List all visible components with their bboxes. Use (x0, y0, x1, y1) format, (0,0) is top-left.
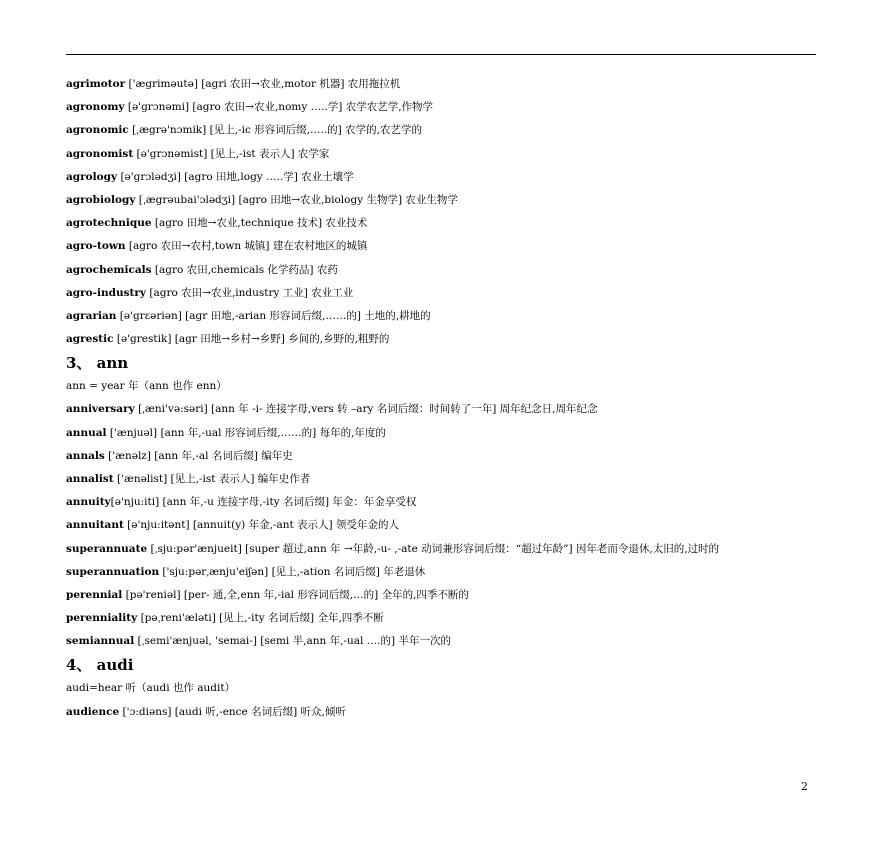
headword: agrochemicals (66, 263, 152, 276)
headword: superannuate (66, 542, 148, 555)
entry-text: [ˌsemi'ænjuəl, 'semai-] [semi 半,ann 年,-ual ….的] 半年一次的 (134, 635, 451, 648)
headword: annuity (66, 496, 111, 509)
entry-text: [agro 农田→农村,town 城镇] 建在农村地区的城镇 (125, 240, 368, 253)
headword: agro-town (66, 240, 126, 253)
entry-text: ['ænəlist] [见上,-ist 表示人] 编年史作者 (113, 473, 311, 485)
headword: superannuation (66, 565, 160, 578)
entry-ann-root (66, 375, 826, 398)
entry-text: [ˌægrə'nɔmik] [见上,-ic 形容词后缀,…..的] 农学的,农艺学的 (128, 124, 422, 137)
headword: agronomist (66, 147, 134, 160)
entry-annuitant (66, 514, 826, 537)
headword: perennial (66, 588, 123, 601)
entry-text: ['sju:pərˌænju'eiʃən] [见上,-ation 名词后缀] 年老退休 (159, 565, 426, 578)
headword: annuitant (66, 519, 124, 532)
headword: annals (66, 449, 105, 462)
entry-text: [agro 农田,chemicals 化学药品] 农药 (151, 263, 338, 276)
entry-text: [ə'grɔnəmi] [agro 农田→农业,nomy …..学] 农学农艺学,作物学 (124, 101, 434, 114)
entry-text: ann = year 年（ann 也作 enn） (66, 380, 227, 393)
entry-agrochemicals (66, 259, 826, 282)
entry-agrestic (66, 328, 826, 351)
headword: agrestic (66, 333, 114, 346)
page-number: 2 (801, 780, 808, 793)
entry-text: ['ɔ:diəns] [audi 听,-ence 名词后缀] 听众,倾听 (119, 705, 346, 718)
entry-agro-town (66, 235, 826, 258)
entry-text: [ə'grɛəriən] [agr 田地,-arian 形容词后缀,……的] 土地的,耕地的 (116, 309, 431, 322)
entry-text: audi=hear 听（audi 也作 audit） (66, 682, 236, 695)
entry-text: [ə'nju:iti] [ann 年,-u 连接字母,-ity 名词后缀] 年金：年金享受权 (110, 496, 417, 509)
header-rule (66, 54, 816, 55)
entry-agronomist (66, 143, 826, 166)
entry-superannuate (66, 538, 826, 561)
entry-annalist (66, 468, 826, 491)
entry-text: ['ægriməutə] [agri 农田→农业,motor 机器] 农用拖拉机 (125, 78, 401, 90)
entry-perennial (66, 584, 826, 607)
entry-anniversary (66, 398, 826, 421)
entry-text: [ə'nju:itənt] [annuit(y) 年金,-ant 表示人] 领受年金的人 (123, 519, 399, 532)
headword: perenniality (66, 611, 138, 624)
entry-perenniality (66, 607, 826, 630)
entry-agrarian (66, 305, 826, 328)
entry-text: [ˌægrəubai'ɔlədʒi] [agro 田地→农业,biology 生物学] 农业生物学 (135, 193, 458, 206)
headword: annual (66, 426, 107, 439)
headword: semiannual (66, 635, 135, 648)
section-heading-audi: 4、 audi (66, 656, 134, 675)
entry-annual (66, 422, 826, 445)
entry-audience (66, 701, 826, 724)
entry-text: ['ænəlz] [ann 年,-al 名词后缀] 编年史 (104, 449, 293, 462)
entry-text: [ə'grɔlədʒi] [agro 田地,logy …..学] 农业土壤学 (117, 170, 354, 183)
headword: agrobiology (66, 193, 136, 206)
entry-text: [agro 农田→农业,industry 工业] 农业工业 (146, 286, 354, 299)
document-body (66, 73, 826, 724)
entry-audi-root (66, 677, 826, 700)
headword: agronomy (66, 101, 125, 114)
headword: anniversary (66, 403, 135, 416)
entry-text: ['ænjuəl] [ann 年,-ual 形容词后缀,……的] 每年的,年度的 (106, 426, 386, 439)
headword: audience (66, 705, 120, 718)
entry-agro-industry (66, 282, 826, 305)
headword: agrarian (66, 309, 117, 322)
entry-agrology (66, 166, 826, 189)
entry-agrobiology (66, 189, 826, 212)
entry-superannuation (66, 561, 826, 584)
entry-text: [ə'grɔnəmist] [见上,-ist 表示人] 农学家 (133, 147, 330, 160)
entry-text: [ˌæni'və:səri] [ann 年 -i- 连接字母,vers 转 –ary 名词后缀：时间转了一年] 周年纪念日,周年纪念 (134, 403, 598, 416)
entry-text: [pəˌreni'æləti] [见上,-ity 名词后缀] 全年,四季不断 (137, 611, 384, 624)
entry-agrimotor (66, 73, 826, 96)
entry-agronomic (66, 119, 826, 142)
entry-text: [ə'grestik] [agr 田地→乡村→乡野] 乡间的,乡野的,粗野的 (113, 333, 390, 346)
headword: agrotechnique (66, 217, 152, 230)
entry-text: [ˌsju:pər'ænjueit] [super 超过,ann 年 →年龄,-u- ,-ate 动词兼形容词后缀：“超过年龄”] 因年老而令退休,太旧的,过时的 (147, 542, 720, 555)
entry-semiannual (66, 630, 826, 653)
entry-agronomy (66, 96, 826, 119)
entry-annals (66, 445, 826, 468)
headword: annalist (66, 473, 114, 485)
headword: agrimotor (66, 78, 126, 90)
headword: agronomic (66, 124, 129, 137)
entry-text: [pə'reniəl] [per- 通,全,enn 年,-ial 形容词后缀,…的] 全年的,四季不断的 (122, 588, 469, 601)
headword: agro-industry (66, 286, 147, 299)
section-heading-ann: 3、 ann (66, 354, 129, 373)
entry-agrotechnique (66, 212, 826, 235)
headword: agrology (66, 170, 118, 183)
entry-text: [agro 田地→农业,technique 技术] 农业技术 (151, 217, 368, 230)
entry-annuity (66, 491, 826, 514)
